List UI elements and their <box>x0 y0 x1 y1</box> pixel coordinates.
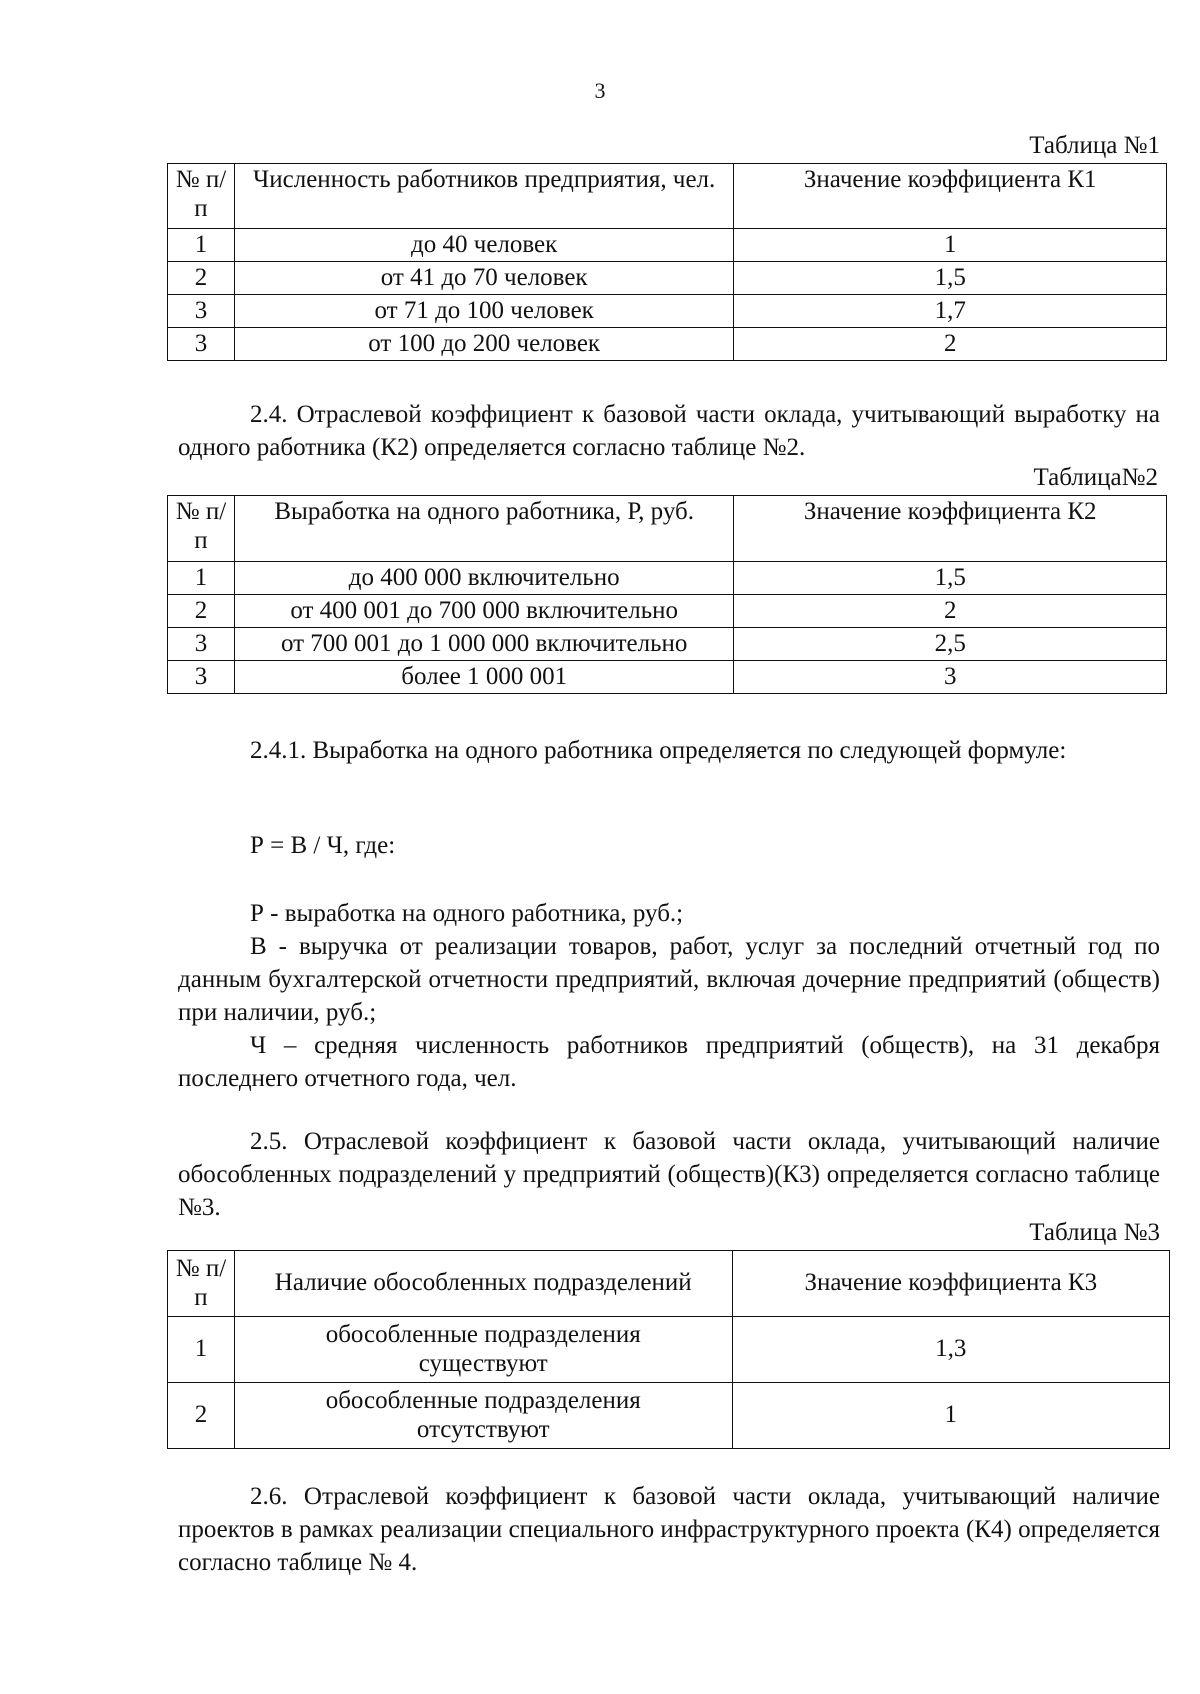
row-value: 1 <box>734 229 1167 262</box>
row-value: 1 <box>732 1383 1169 1449</box>
row-num: 2 <box>168 1383 235 1449</box>
paragraph-2-4: 2.4. Отраслевой коэффициент к базовой части оклада, учитывающий выработку на одного работника (К2) определяется согласно таблице №2. <box>178 401 1160 461</box>
table3-header-col1: Наличие обособленных подразделений <box>234 1251 732 1317</box>
paragraph-2-4-1: 2.4.1. Выработка на одного работника определяется по следующей формуле: <box>250 737 1067 764</box>
table2-header-num: № п/п <box>168 496 235 562</box>
row-value: 2 <box>734 595 1167 628</box>
table-row <box>168 262 1167 295</box>
row-num: 2 <box>168 262 235 295</box>
table-row <box>168 295 1167 328</box>
table2-caption: Таблица№2 <box>1033 464 1158 491</box>
table2-header-col1: Выработка на одного работника, Р, руб. <box>234 496 733 562</box>
table3-header-num: № п/п <box>168 1251 235 1317</box>
definitions <box>178 897 1160 1095</box>
row-num: 3 <box>168 628 235 661</box>
row-value: 2 <box>734 328 1167 361</box>
row-value: 1,7 <box>734 295 1167 328</box>
table1-caption: Таблица №1 <box>1029 132 1160 159</box>
table3 <box>167 1250 1170 1449</box>
page-number: 3 <box>594 78 606 103</box>
row-num: 1 <box>168 1317 235 1383</box>
row-label: от 71 до 100 человек <box>234 295 733 328</box>
table1-header-num: № п/п <box>168 164 235 229</box>
row-label: от 400 001 до 700 000 включительно <box>234 595 733 628</box>
row-num: 1 <box>168 229 235 262</box>
formula: Р = В / Ч, где: <box>250 832 396 859</box>
row-value: 1,5 <box>734 562 1167 595</box>
definition-ch: Ч – средняя численность работников предприятий (обществ), на 31 декабря последнего отчетного года, чел. <box>178 1032 1160 1092</box>
table-row <box>168 628 1167 661</box>
row-value: 2,5 <box>734 628 1167 661</box>
row-num: 2 <box>168 595 235 628</box>
definition-p: Р - выработка на одного работника, руб.; <box>250 900 684 927</box>
table1 <box>167 163 1167 361</box>
paragraph-2-6: 2.6. Отраслевой коэффициент к базовой части оклада, учитывающий наличие проектов в рамках реализации специального инфраструктурного проекта (К4) определяется согласно таблице № 4. <box>178 1483 1160 1576</box>
row-label: от 41 до 70 человек <box>234 262 733 295</box>
row-label: от 100 до 200 человек <box>234 328 733 361</box>
table-row <box>168 1383 1170 1449</box>
table-row <box>168 562 1167 595</box>
table-row <box>168 229 1167 262</box>
row-value: 1,5 <box>734 262 1167 295</box>
row-label: до 40 человек <box>234 229 733 262</box>
row-value: 1,3 <box>732 1317 1169 1383</box>
table1-header-col2: Значение коэффициента К1 <box>734 164 1167 229</box>
definition-v: В - выручка от реализации товаров, работ, услуг за последний отчетный год по данным бухгалтерской отчетности предприятий, включая дочерние предприятий (обществ) при наличии, руб.; <box>178 933 1160 1026</box>
row-num: 3 <box>168 328 235 361</box>
row-num: 3 <box>168 661 235 694</box>
table3-caption: Таблица №3 <box>1029 1219 1160 1246</box>
row-label: более 1 000 001 <box>234 661 733 694</box>
paragraph-2-5: 2.5. Отраслевой коэффициент к базовой части оклада, учитывающий наличие обособленных подразделений у предприятий (обществ)(К3) определяется согласно таблице №3. <box>178 1128 1160 1221</box>
table1-header-col1: Численность работников предприятия, чел. <box>234 164 733 229</box>
table-row <box>168 661 1167 694</box>
row-value: 3 <box>734 661 1167 694</box>
table2-header-col2: Значение коэффициента К2 <box>734 496 1167 562</box>
row-num: 1 <box>168 562 235 595</box>
table-row <box>168 1317 1170 1383</box>
row-label: от 700 001 до 1 000 000 включительно <box>234 628 733 661</box>
table3-header-col2: Значение коэффициента К3 <box>732 1251 1169 1317</box>
table2 <box>167 495 1167 694</box>
row-label: до 400 000 включительно <box>234 562 733 595</box>
table-row <box>168 595 1167 628</box>
row-label: обособленные подразделения существуют <box>234 1317 732 1383</box>
row-num: 3 <box>168 295 235 328</box>
row-label: обособленные подразделения отсутствуют <box>234 1383 732 1449</box>
table-row <box>168 328 1167 361</box>
